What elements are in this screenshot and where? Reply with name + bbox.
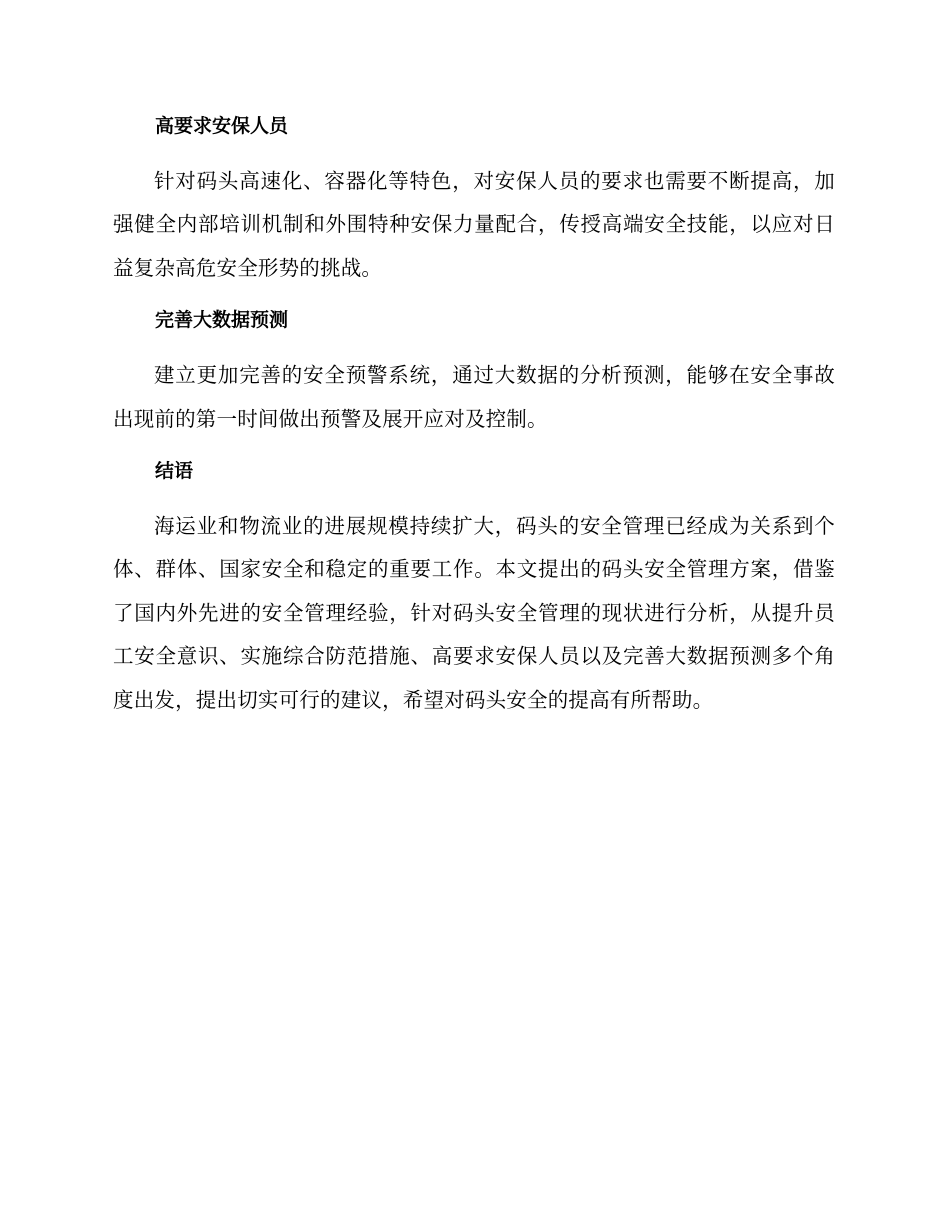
section-security-personnel <box>113 110 835 290</box>
section-heading: 高要求安保人员 <box>155 115 289 137</box>
document-page <box>113 110 835 722</box>
section-paragraph: 针对码头高速化、容器化等特色，对安保人员的要求也需要不断提高，加强健全内部培训机制和外围特种安保力量配合，传授高端安全技能，以应对日益复杂高危安全形势的挑战。 <box>113 169 835 280</box>
section-big-data-prediction <box>113 304 835 441</box>
section-heading: 完善大数据预测 <box>155 309 289 332</box>
section-paragraph: 海运业和物流业的进展规模持续扩大，码头的安全管理已经成为关系到个体、群体、国家安全和稳定的重要工作。本文提出的码头安全管理方案，借鉴了国内外先进的安全管理经验，针对码头安全管理的现状进行分析，从提升员工安全意识、实施综合防范措施、高要求安保人员以及完善大数据预测多个角度出发，提出切实可行的建议，希望对码头安全的提高有所帮助。 <box>113 514 835 712</box>
section-paragraph: 建立更加完善的安全预警系统，通过大数据的分析预测，能够在安全事故出现前的第一时间做出预警及展开应对及控制。 <box>113 363 835 431</box>
section-conclusion <box>113 455 835 722</box>
section-heading: 结语 <box>155 460 194 483</box>
